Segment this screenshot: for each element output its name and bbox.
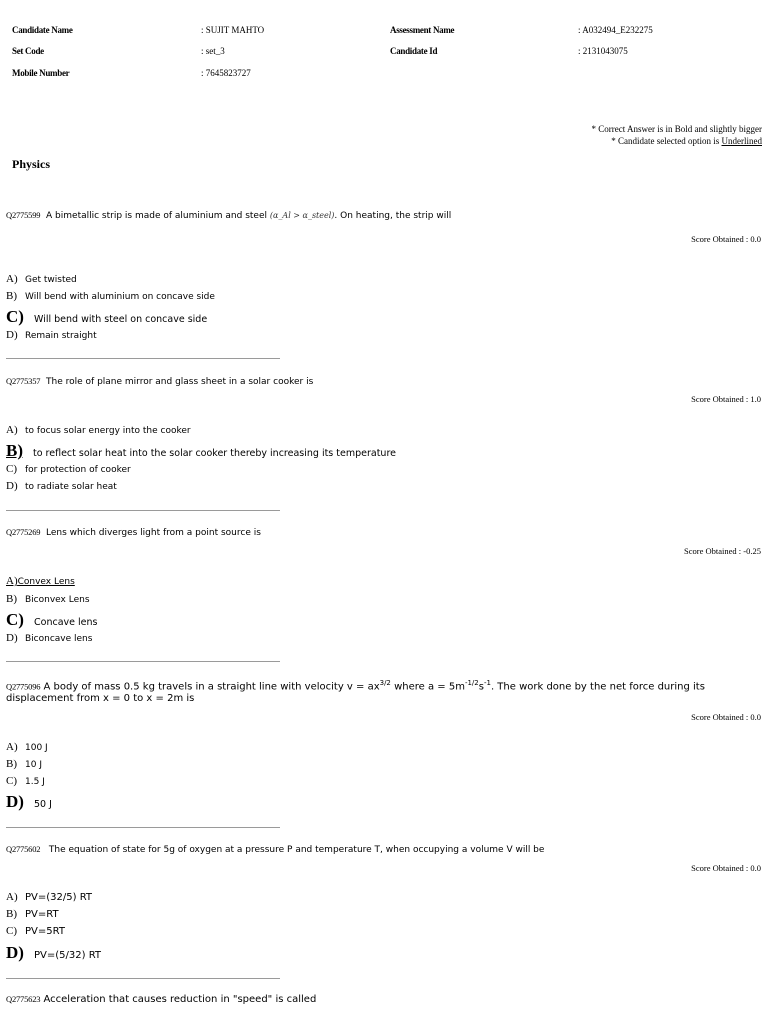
option-letter: A) — [6, 575, 18, 587]
question-text — [6, 679, 705, 692]
question-text-part: Lens which diverges light from a point source is — [46, 528, 261, 538]
question-text-part: A bimetallic strip is made of aluminium and steel — [46, 211, 268, 221]
option-letter: A) — [6, 273, 18, 285]
option-letter: B) — [6, 593, 17, 605]
option-d-correct — [6, 792, 52, 812]
question-text — [6, 376, 313, 387]
option-letter: C) — [6, 463, 17, 475]
divider — [6, 358, 280, 359]
option-text: 50 J — [34, 799, 52, 810]
legend-note-selected — [611, 136, 762, 146]
assessment-name-value: : A032494_E232275 — [578, 25, 653, 35]
candidate-name-value: : SUJIT MAHTO — [201, 25, 265, 35]
option-a-selected — [6, 575, 75, 587]
question-text — [6, 210, 451, 221]
candidate-id-value: : 2131043075 — [578, 46, 628, 56]
option-letter: B) — [6, 441, 23, 460]
candidate-name-label: Candidate Name — [12, 25, 73, 35]
option-b — [6, 908, 59, 920]
divider — [6, 510, 280, 511]
question-text — [6, 994, 316, 1005]
question-text-part: The role of plane mirror and glass sheet in a solar cooker is — [46, 377, 314, 387]
option-text: Get twisted — [25, 275, 77, 285]
option-text: Will bend with aluminium on concave side — [25, 292, 215, 302]
exponent: -1/2 — [464, 679, 479, 687]
option-letter: A) — [6, 891, 18, 903]
legend-note-prefix: * Candidate selected option is — [611, 136, 722, 146]
set-code-value: : set_3 — [201, 46, 225, 56]
option-b — [6, 290, 215, 302]
option-letter: C) — [6, 925, 17, 937]
option-text: Will bend with steel on concave side — [34, 314, 208, 325]
legend-note-underlined: Underlined — [721, 136, 762, 146]
option-text: to radiate solar heat — [25, 482, 117, 492]
option-text: PV=(32/5) RT — [25, 892, 93, 903]
option-c-correct — [6, 610, 97, 630]
option-a — [6, 741, 48, 753]
question-text-part: . On heating, the strip will — [334, 211, 452, 221]
question-text-part: s — [478, 681, 484, 693]
option-c — [6, 925, 65, 937]
option-text: PV=(5/32) RT — [34, 950, 102, 961]
divider — [6, 827, 280, 828]
option-text: for protection of cooker — [25, 465, 131, 475]
option-text: Concave lens — [34, 617, 98, 628]
divider — [6, 978, 280, 979]
question-id: Q2775623 — [6, 994, 41, 1004]
mobile-number-label: Mobile Number — [12, 68, 70, 78]
set-code-label: Set Code — [12, 46, 44, 56]
option-d — [6, 480, 117, 492]
option-text: PV=RT — [25, 909, 59, 920]
option-letter: D) — [6, 632, 18, 644]
option-a — [6, 424, 191, 436]
candidate-id-label: Candidate Id — [390, 46, 438, 56]
option-a — [6, 273, 77, 285]
question-text — [6, 844, 544, 855]
option-letter: B) — [6, 908, 17, 920]
exponent: -1 — [483, 679, 491, 687]
score-obtained: Score Obtained : 0.0 — [691, 863, 761, 873]
question-text-part: . The work done by the net force during its — [490, 681, 705, 693]
option-letter: B) — [6, 758, 17, 770]
option-d — [6, 632, 92, 644]
question-id: Q2775599 — [6, 210, 41, 220]
option-text: Biconvex Lens — [25, 595, 90, 605]
section-title: Physics — [12, 157, 51, 171]
exponent: 3/2 — [379, 679, 391, 687]
option-text: 10 J — [25, 760, 42, 770]
inequality-formula: (α_Al > α_steel) — [269, 211, 335, 220]
question-text-part: The equation of state for 5g of oxygen at a pressure P and temperature T, when occupying a volume V will be — [48, 845, 545, 855]
option-text: Biconcave lens — [25, 634, 93, 644]
score-obtained: Score Obtained : 1.0 — [691, 394, 761, 404]
question-id: Q2775269 — [6, 527, 41, 537]
option-text: PV=5RT — [25, 926, 65, 937]
option-letter: D) — [6, 792, 24, 811]
option-text: Convex Lens — [17, 577, 75, 587]
option-text: to focus solar energy into the cooker — [25, 426, 191, 436]
option-c — [6, 463, 131, 475]
option-b — [6, 593, 90, 605]
option-letter: C) — [6, 775, 17, 787]
option-d — [6, 329, 97, 341]
divider — [6, 661, 280, 662]
question-id: Q2775096 — [6, 681, 41, 692]
legend-note-correct: * Correct Answer is in Bold and slightly bigger — [591, 124, 762, 134]
score-obtained: Score Obtained : 0.0 — [691, 234, 761, 244]
option-letter: B) — [6, 290, 17, 302]
question-text-part: Acceleration that causes reduction in "speed" is called — [43, 994, 317, 1005]
assessment-name-label: Assessment Name — [390, 25, 455, 35]
option-letter: D) — [6, 329, 18, 341]
option-letter: D) — [6, 943, 24, 962]
question-id: Q2775357 — [6, 376, 41, 386]
question-text — [6, 527, 261, 538]
option-text: Remain straight — [25, 331, 97, 341]
option-b — [6, 758, 42, 770]
question-text-line2: displacement from x = 0 to x = 2m is — [6, 693, 195, 704]
option-b-correct-selected — [6, 441, 396, 461]
score-obtained: Score Obtained : 0.0 — [691, 712, 761, 722]
score-obtained: Score Obtained : -0.25 — [684, 546, 761, 556]
question-id: Q2775602 — [6, 844, 41, 854]
question-text-part: A body of mass 0.5 kg travels in a straight line with velocity v = ax — [43, 681, 380, 693]
mobile-number-value: : 7645823727 — [201, 68, 251, 78]
option-letter: C) — [6, 307, 24, 326]
option-c — [6, 775, 45, 787]
option-text: 100 J — [25, 743, 48, 753]
option-letter: A) — [6, 424, 18, 436]
question-text-part: where a = 5m — [390, 681, 465, 693]
option-d-correct — [6, 943, 101, 963]
option-letter: A) — [6, 741, 18, 753]
option-a — [6, 891, 92, 903]
option-c-correct — [6, 307, 207, 327]
option-letter: C) — [6, 610, 24, 629]
option-text: to reflect solar heat into the solar cooker thereby increasing its temperature — [33, 448, 396, 459]
option-letter: D) — [6, 480, 18, 492]
option-text: 1.5 J — [25, 777, 45, 787]
